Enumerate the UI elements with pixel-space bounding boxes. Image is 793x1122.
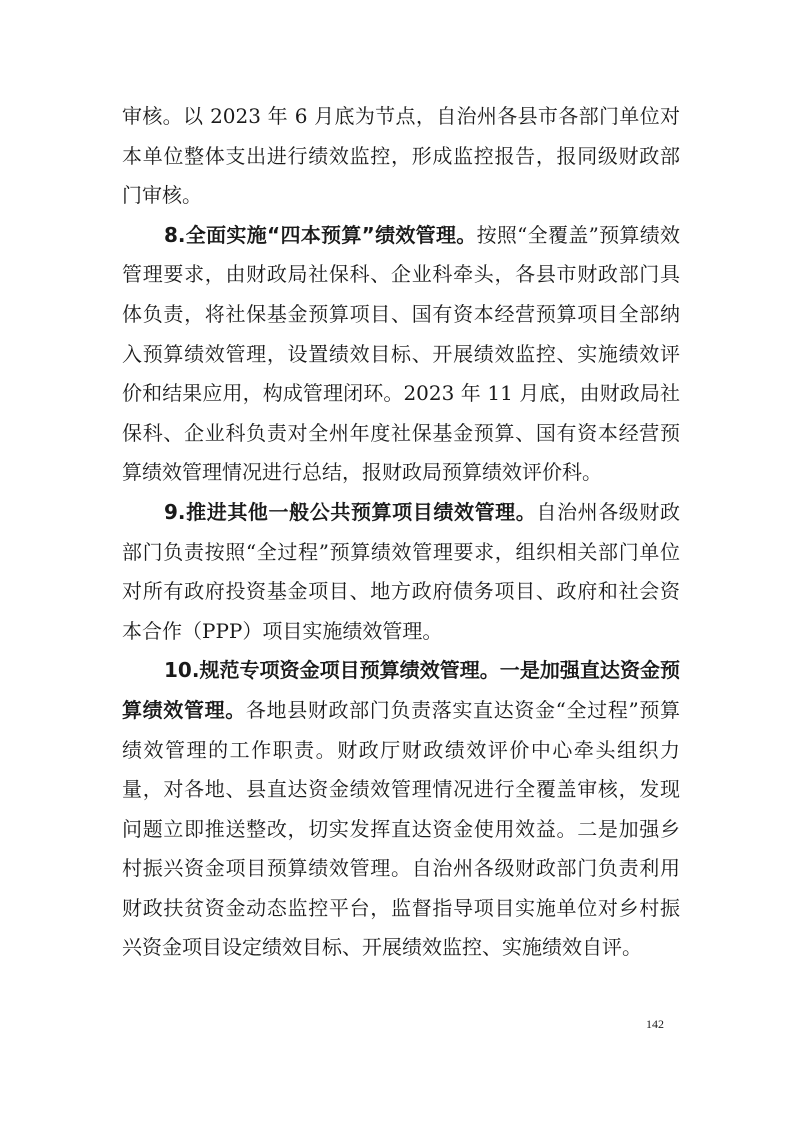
paragraph-text: 按照“全覆盖”预算绩效管理要求，由财政局社保科、企业科牵头，各县市财政部门具体负责，将社保基金预算项目、国有资本经营预算项目全部纳入预算绩效管理，设置绩效目标、开展绩效监控、实施绩效评价和结果应用，构成管理闭环。2023 年 11 月底，由财政局社保科、企业科负责对全州年度社保基金预算、国有资本经营预算绩效管理情况进行总结，报财政局预算绩效评价科。 bbox=[122, 222, 680, 485]
paragraph-item-10 bbox=[122, 651, 680, 968]
item-heading: 9.推进其他一般公共预算项目绩效管理。 bbox=[164, 499, 537, 524]
paragraph-text: 各地县财政部门负责落实直达资金“全过程”预算绩效管理的工作职责。财政厅财政绩效评价中心牵头组织力量，对各地、县直达资金绩效管理情况进行全覆盖审核，发现问题立即推送整改，切实发挥直达资金使用效益。二是加强乡村振兴资金项目预算绩效管理。自治州各级财政部门负责利用财政扶贫资金动态监控平台，监督指导项目实施单位对乡村振兴资金项目设定绩效目标、开展绩效监控、实施绩效自评。 bbox=[122, 697, 681, 960]
paragraph-continuation bbox=[122, 97, 680, 216]
paragraph-text: 自治州各级财政部门负责按照“全过程”预算绩效管理要求，组织相关部门单位对所有政府投资基金项目、地方政府债务项目、政府和社会资本合作（PPP）项目实施绩效管理。 bbox=[122, 499, 681, 643]
document-body bbox=[122, 97, 680, 968]
item-heading: 10.规范专项资金项目预算绩效管理。一是加强直达资金预算绩效管理。 bbox=[122, 658, 680, 722]
item-heading: 8.全面实施“四本预算”绩效管理。 bbox=[164, 222, 477, 247]
paragraph-item-8 bbox=[122, 216, 680, 493]
paragraph-item-9 bbox=[122, 493, 680, 651]
paragraph-text: 审核。以 2023 年 6 月底为节点，自治州各县市各部门单位对本单位整体支出进行绩效监控，形成监控报告，报同级财政部门审核。 bbox=[122, 104, 680, 208]
page-number: 142 bbox=[646, 1017, 664, 1031]
